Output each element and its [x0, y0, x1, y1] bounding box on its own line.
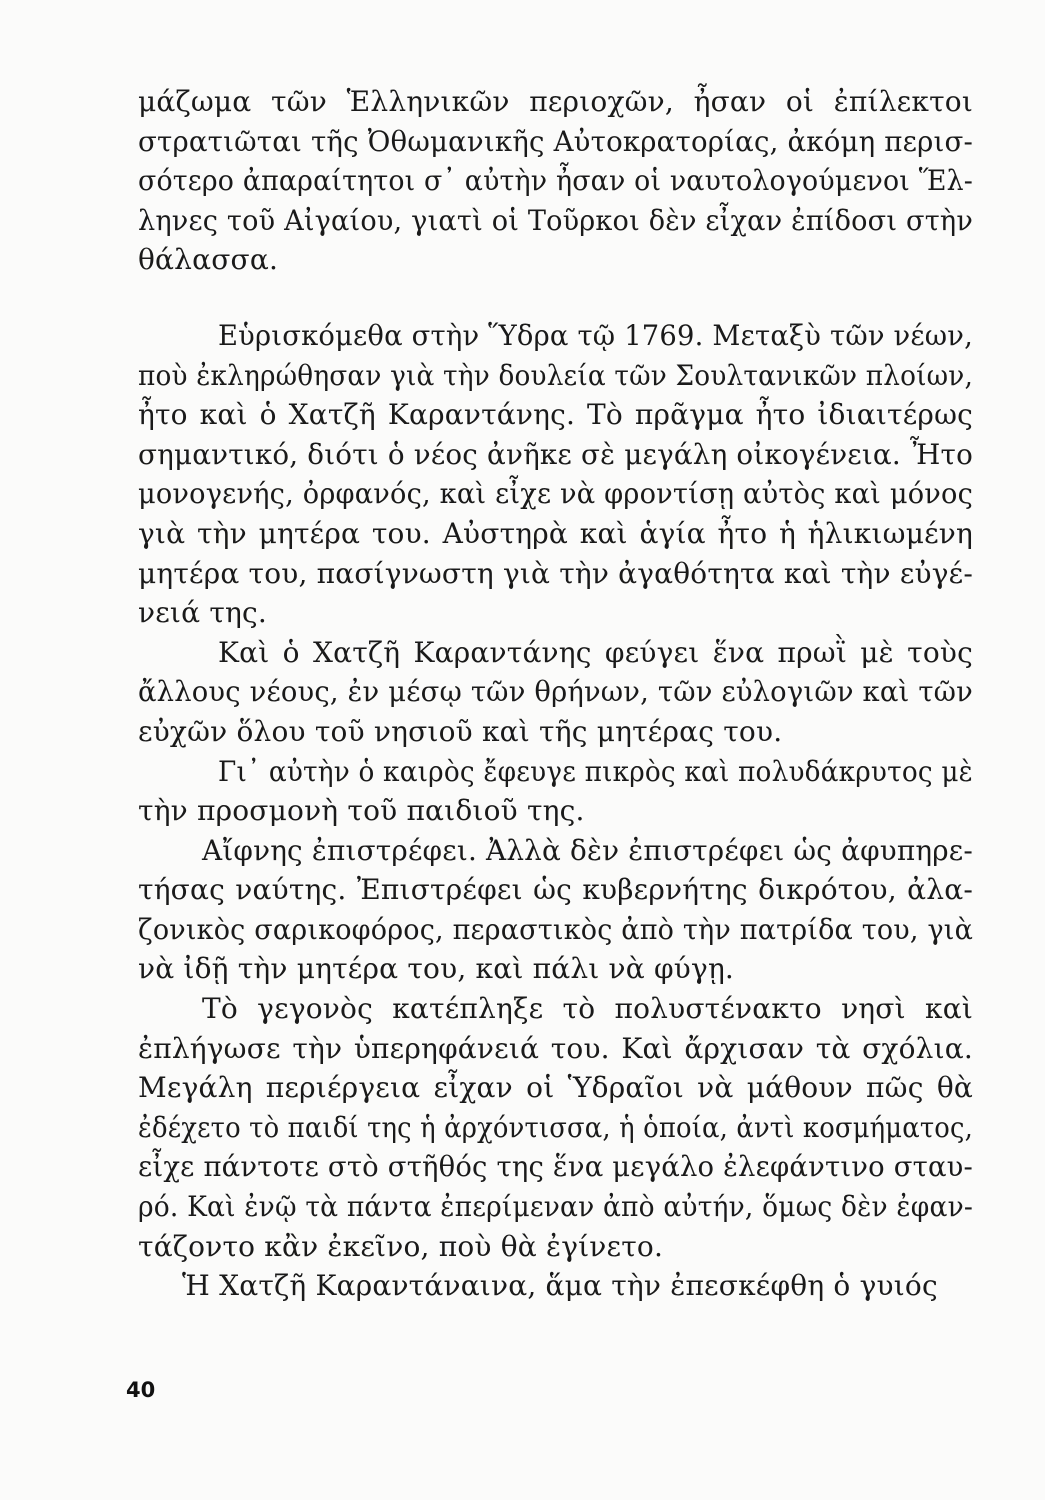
- paragraph: [138, 752, 973, 831]
- paragraph: [138, 633, 973, 752]
- text-line: τήσας ναύτης. Ἐπιστρέφει ὡς κυβερνήτης δικρότου, ἀλα-: [138, 873, 973, 907]
- text-line: ζονικὸς σαρικοφόρος, περαστικὸς ἀπὸ τὴν πατρίδα του, γιὰ: [138, 912, 973, 946]
- text-line: μονογενής, ὀρφανός, καὶ εἶχε νὰ φροντίσῃ αὐτὸς καὶ μόνος: [138, 477, 973, 511]
- page-text: [138, 82, 973, 1306]
- text-line: στρατιῶται τῆς Ὀθωμανικῆς Αὐτοκρατορίας, ἀκόμη περισ-: [138, 124, 973, 158]
- text-line: εὐχῶν ὅλου τοῦ νησιοῦ καὶ τῆς μητέρας του.: [138, 714, 783, 748]
- text-line: νὰ ἰδῇ τὴν μητέρα του, καὶ πάλι νὰ φύγῃ.: [138, 952, 735, 986]
- text-line: τάζοντο κἂν ἐκεῖνο, ποὺ θὰ ἐγίνετο.: [138, 1229, 664, 1263]
- text-line: μητέρα του, πασίγνωστη γιὰ τὴν ἀγαθότητα καὶ τὴν εὐγέ-: [138, 556, 973, 590]
- text-line: ἦτο καὶ ὁ Χατζῆ Καραντάνης. Τὸ πρᾶγμα ἦτο ἰδιαιτέρως: [138, 398, 973, 432]
- text-line: ἄλλους νέους, ἐν μέσῳ τῶν θρήνων, τῶν εὐλογιῶν καὶ τῶν: [138, 675, 973, 709]
- text-line: ληνες τοῦ Αἰγαίου, γιατὶ οἱ Τοῦρκοι δὲν εἶχαν ἐπίδοσι στὴν: [138, 203, 973, 237]
- text-line: νειά της.: [138, 596, 267, 630]
- page-number: 40: [126, 1378, 156, 1402]
- text-line: ἐδέχετο τὸ παιδί της ἡ ἀρχόντισσα, ἡ ὁποία, ἀντὶ κοσμήματος,: [138, 1110, 973, 1144]
- text-line: Καὶ ὁ Χατζῆ Καραντάνης φεύγει ἕνα πρωῒ μὲ τοὺς: [218, 635, 973, 669]
- text-line: Ἡ Χατζῆ Καραντάναινα, ἅμα τὴν ἐπεσκέφθη ὁ γυιός: [182, 1269, 938, 1303]
- paragraph: [138, 831, 973, 989]
- text-line: μάζωμα τῶν Ἑλληνικῶν περιοχῶν, ἦσαν οἱ ἐπίλεκτοι: [138, 85, 973, 118]
- text-line: τὴν προσμονὴ τοῦ παιδιοῦ της.: [138, 794, 585, 828]
- paragraph: [138, 1266, 973, 1306]
- paragraph: [138, 989, 973, 1266]
- text-line: Γι᾽ αὐτὴν ὁ καιρὸς ἔφευγε πικρὸς καὶ πολυδάκρυτος μὲ: [218, 754, 973, 788]
- text-line: Τὸ γεγονὸς κατέπληξε τὸ πολυστένακτο νησὶ καὶ: [202, 992, 973, 1026]
- text-line: Εὑρισκόμεθα στὴν Ὕδρα τῷ 1769. Μεταξὺ τῶν νέων,: [218, 318, 973, 352]
- text-line: ἐπλήγωσε τὴν ὑπερηφάνειά του. Καὶ ἄρχισαν τὰ σχόλια.: [138, 1031, 973, 1065]
- text-line: σότερο ἀπαραίτητοι σ᾽ αὐτὴν ἦσαν οἱ ναυτολογούμενοι Ἕλ-: [138, 164, 973, 198]
- text-line: Αἴφνης ἐπιστρέφει. Ἀλλὰ δὲν ἐπιστρέφει ὡς ἀφυπηρε-: [202, 833, 973, 867]
- paragraph: [138, 82, 973, 280]
- text-line: σημαντικό, διότι ὁ νέος ἀνῆκε σὲ μεγάλη οἰκογένεια. Ἦτο: [138, 437, 973, 471]
- text-line: ρό. Καὶ ἐνῷ τὰ πάντα ἐπερίμεναν ἀπὸ αὐτήν, ὅμως δὲν ἐφαν-: [138, 1190, 973, 1224]
- paragraph: [138, 316, 973, 633]
- text-line: εἶχε πάντοτε στὸ στῆθός της ἕνα μεγάλο ἐλεφάντινο σταυ-: [138, 1150, 973, 1184]
- text-line: ποὺ ἐκληρώθησαν γιὰ τὴν δουλεία τῶν Σουλτανικῶν πλοίων,: [138, 358, 973, 392]
- text-line: θάλασσα.: [138, 243, 279, 277]
- text-line: γιὰ τὴν μητέρα του. Αὐστηρὰ καὶ ἁγία ἦτο ἡ ἡλικιωμένη: [138, 516, 973, 550]
- text-line: Μεγάλη περιέργεια εἶχαν οἱ Ὑδραῖοι νὰ μάθουν πῶς θὰ: [138, 1071, 973, 1105]
